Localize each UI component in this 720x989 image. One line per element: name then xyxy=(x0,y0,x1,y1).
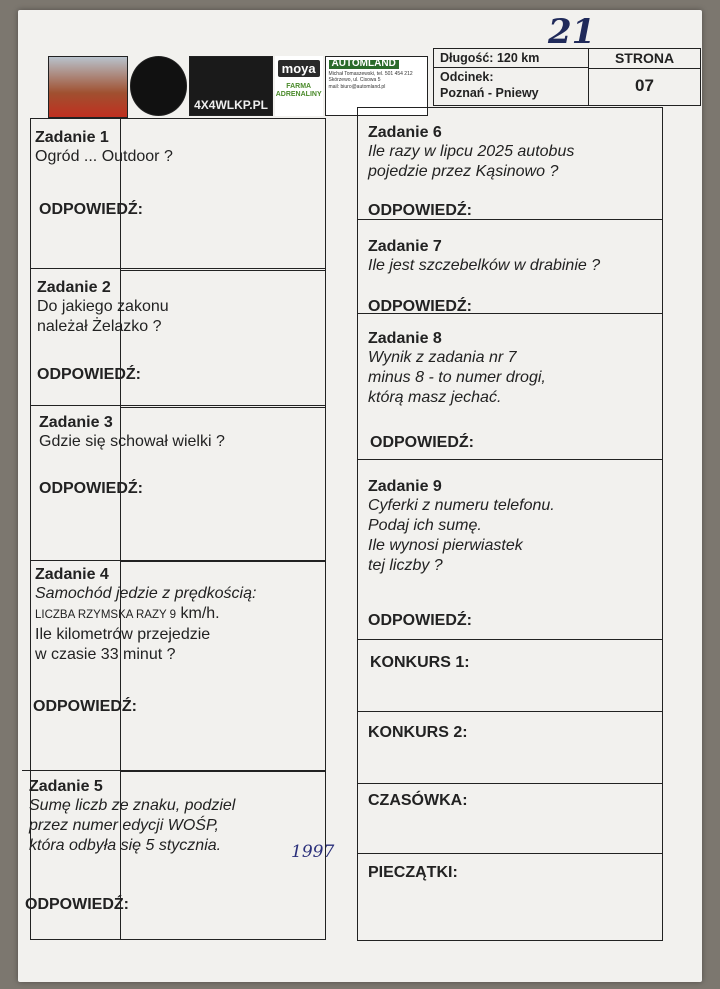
task-1-question: Ogród ... Outdoor ? xyxy=(35,148,173,165)
task-2-title: Zadanie 2 xyxy=(37,279,111,296)
task-8-question-line-1: Wynik z zadania nr 7 xyxy=(368,349,517,366)
task-6-question-line-1: Ile razy w lipcu 2025 autobus xyxy=(368,143,575,160)
task-8-answer-label[interactable]: ODPOWIEDŹ: xyxy=(370,434,474,451)
konkurs-1 xyxy=(358,640,662,712)
task-6-answer-label[interactable]: ODPOWIEDŹ: xyxy=(368,202,472,219)
task-4-question-line-2 xyxy=(35,604,365,625)
task-3 xyxy=(39,408,325,562)
task-8-question-line-3: którą masz jechać. xyxy=(368,389,502,406)
task-2 xyxy=(37,271,325,408)
task-4-question-line-4: w czasie 33 minut ? xyxy=(35,646,176,663)
task-4-unit: km/h. xyxy=(180,605,220,622)
handwritten-page-number: 21 xyxy=(548,12,596,52)
pieczatki xyxy=(358,854,662,942)
moya-brand: moya xyxy=(278,60,320,77)
task-4-question-line-1: Samochód jedzie z prędkością: xyxy=(35,585,257,602)
task-6 xyxy=(358,108,662,220)
length-label: Długość: 120 km xyxy=(434,49,588,68)
task-5-question-line-1: Sumę liczb ze znaku, podziel xyxy=(29,797,236,814)
task-8-title: Zadanie 8 xyxy=(368,330,442,347)
task-2-question-line-1: Do jakiego zakonu xyxy=(37,298,169,315)
task-4-content xyxy=(35,566,365,665)
task-5 xyxy=(25,772,335,941)
task-5-answer-label[interactable]: ODPOWIEDŹ: xyxy=(25,896,129,913)
task-4-question-line-3: Ile kilometrów przejedzie xyxy=(35,626,211,643)
task-9-answer-label[interactable]: ODPOWIEDŹ: xyxy=(368,612,472,629)
task-9-question-line-1: Cyferki z numeru telefonu. xyxy=(368,497,555,514)
page-number: 07 xyxy=(635,76,654,95)
task-4-roman-note: LICZBA RZYMSKA RAZY 9 xyxy=(35,609,177,621)
task-4-answer-label[interactable]: ODPOWIEDŹ: xyxy=(33,698,137,715)
task-1-content xyxy=(35,129,365,167)
task-1-answer-label[interactable]: ODPOWIEDŹ: xyxy=(39,201,143,218)
task-9 xyxy=(358,460,662,640)
task-8-question-line-2: minus 8 - to numer drogi, xyxy=(368,369,546,386)
task-2-content xyxy=(37,279,367,337)
task-6-question-line-2: pojedzie przez Kąsinowo ? xyxy=(368,163,559,180)
page-info xyxy=(589,49,700,105)
task-9-question-line-3: Ile wynosi pierwiastek xyxy=(368,537,523,554)
konkurs-2 xyxy=(358,712,662,784)
pieczatki-label[interactable]: PIECZĄTKI: xyxy=(368,864,458,881)
task-4-title: Zadanie 4 xyxy=(35,566,109,583)
task-5-question-line-2: przez numer edycji WOŚP, xyxy=(29,817,219,834)
left-divider-2 xyxy=(30,405,326,406)
right-task-column xyxy=(357,107,663,941)
task-3-question: Gdzie się schował wielki ? xyxy=(39,433,225,450)
task-8-content xyxy=(368,330,658,408)
konkurs-1-label[interactable]: KONKURS 1: xyxy=(370,654,470,671)
4x4wlkp-logo: 4X4WLKP.PL xyxy=(189,56,273,116)
task-5-question-line-3: która odbyła się 5 stycznia. xyxy=(29,837,222,854)
task-3-content xyxy=(39,414,369,452)
czasowka xyxy=(358,784,662,854)
moya-logo xyxy=(275,56,323,116)
task-1 xyxy=(35,119,325,271)
task-5-title: Zadanie 5 xyxy=(29,778,103,795)
task-7 xyxy=(358,220,662,314)
task-9-question-line-4: tej liczby ? xyxy=(368,557,443,574)
task-7-answer-label[interactable]: ODPOWIEDŹ: xyxy=(368,298,472,315)
task-5-handwritten-note: 1997 xyxy=(291,842,335,862)
task-3-title: Zadanie 3 xyxy=(39,414,113,431)
farm-brand: FARMA ADRENALINY xyxy=(275,83,322,98)
task-7-content xyxy=(368,238,658,276)
czasowka-label[interactable]: CZASÓWKA: xyxy=(368,792,468,809)
automland-contact-2: Skórzewo, ul. Cisowa 5 xyxy=(328,77,381,83)
task-9-title: Zadanie 9 xyxy=(368,478,442,495)
task-9-question-line-2: Podaj ich sumę. xyxy=(368,517,482,534)
route-info-box xyxy=(433,48,701,106)
left-divider-3 xyxy=(30,560,326,561)
left-task-column xyxy=(25,118,335,940)
section-value: Poznań - Pniewy xyxy=(440,86,539,100)
automland-brand: AUTOMLAND xyxy=(329,60,399,69)
automland-contact-3: mail: biuro@automland.pl xyxy=(328,83,386,90)
route-info-left xyxy=(434,49,589,105)
offroad-logo xyxy=(48,56,128,118)
task-6-title: Zadanie 6 xyxy=(368,124,442,141)
task-2-answer-label[interactable]: ODPOWIEDŹ: xyxy=(37,366,141,383)
task-4 xyxy=(33,562,325,772)
task-7-question: Ile jest szczebelków w drabinie ? xyxy=(368,257,601,274)
konkurs-2-label[interactable]: KONKURS 2: xyxy=(368,724,468,741)
page-label: STRONA xyxy=(589,49,700,69)
automland-contact-1: Michał Tomaszewski, tel. 501 454 212 xyxy=(328,70,413,77)
task-6-content xyxy=(368,124,658,182)
task-9-content xyxy=(368,478,658,576)
task-7-title: Zadanie 7 xyxy=(368,238,442,255)
left-divider-4 xyxy=(22,770,326,771)
left-divider-1 xyxy=(30,268,326,269)
roadbook-logo xyxy=(130,56,188,116)
task-2-question-line-2: należał Żelazko ? xyxy=(37,318,162,335)
section-label: Odcinek: xyxy=(440,70,494,84)
task-1-title: Zadanie 1 xyxy=(35,129,109,146)
task-5-content xyxy=(29,778,359,862)
task-8 xyxy=(358,314,662,460)
task-3-answer-label[interactable]: ODPOWIEDŹ: xyxy=(39,480,143,497)
